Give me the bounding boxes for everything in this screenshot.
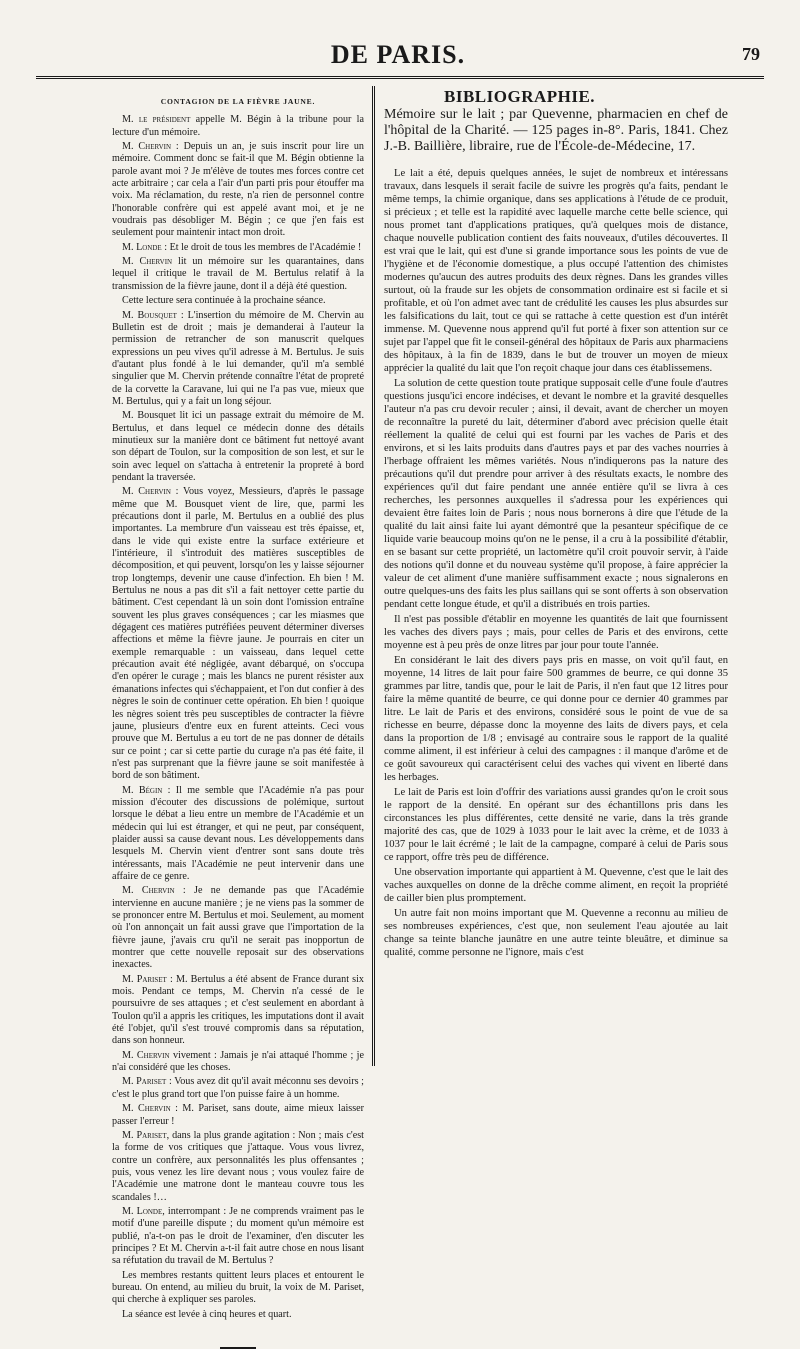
paragraph	[112, 1309, 364, 1321]
paragraph-text: : Je ne demande pas que l'Académie intervienne en aucune manière ; je ne viens pas la sommer de se prononcer entre M. Bertulus et moi. Seulement, au moment où l'on annonçait un fait aussi grave que l'importation de la fièvre jaune, j'avais cru qu'il ne serait pas inopportun de montrer que cette nouvelle reposait sur des observations inexactes.	[112, 885, 365, 971]
paragraph: Le lait a été, depuis quelques années, le sujet de nombreux et intéressans travaux, dans lesquels il serait facile de suivre les progrès qu'a faits, pendant le même temps, la chimie organique, dans ses applications à l'étude de ce produit, si précieux ; et telle est la rapidité avec laquelle marche cette belle science, qui nous promet tant d'applications pratiques, qu'à quelques mois de distance, chaque nouvelle publication contient des faits nouveaux, d'utiles découvertes. Il est vrai que le lait, qui est d'une si grande importance sous les points de vue de l'hygiène et de l'économie domestique, a plus occupé l'attention des chimistes modernes qu'aucun des autres produits des deux règnes. Dans les grandes villes surtout, où la fraude sur les objets de consommation ordinaire est si facile et si profitable, et où l'on admet avec tant de crédulité les causes les plus absurdes sur les falsifications du lait, tout ce qui se rattache à cette question est d'un intérêt immense. M. Quevenne nous apprend qu'il fut porté à fixer son attention sur ce sujet par l'appel que fit le conseil-général des hôpitaux de Paris aux pharmaciens des hôpitaux, à la fin de 1839, dans le but de trouver un moyen de mieux apprécier la qualité du lait que l'on reçoit chaque jour dans ces établissemens.	[384, 168, 728, 374]
paragraph: La solution de cette question toute pratique supposait celle d'une foule d'autres questions jusqu'ici encore indécises, et devant le nombre et la gravité desquelles l'auteur n'a pas cru devoir reculer ; ainsi, il devait, avant de chercher un moyen de reconnaître la pureté du lait, déterminer d'abord avec précision quelle était réellement la qualité de celui qui est fourni par les vaches de Paris et des environs, et si les laits produits dans d'autres pays et par des vaches nourries à l'herbage offraient les mêmes variétés. Nous n'indiquerons pas la nature des précautions qu'il dut prendre pour arriver à des résultats exacts, le nombre des expériences qu'il dut faire pendant une année entière qu'il se livra à ces recherches, les personnes auxquelles il s'adressa pour les expériences qui devaient être faites loin de Paris ; nous nous bornerons à dire que l'étude de la qualité du lait ainsi faite lui ayant démontré que la pesanteur spécifique de ce liquide varie beaucoup moins qu'on ne le pense, il a cru à la possibilité d'établir, en se basant sur cette propriété, un lactomètre qu'il croit pouvoir servir, à l'aide des notions qu'il donne et du nouveau système qu'il propose, à faire apprécier la valeur de cet aliment d'une manière suffisamment exacte ; nous signalerons en outre quelques-uns des faits les plus saillans qui se sont offerts à son observation pendant cette longue étude, et qu'il a distribués en trois parties.	[384, 378, 728, 610]
paragraph	[112, 242, 364, 254]
speaker-name: M. Pariset	[122, 1076, 167, 1088]
left-column	[112, 90, 364, 1349]
paragraph	[112, 974, 364, 1048]
speaker-name: M. Chervin	[122, 486, 171, 498]
speaker-name: M. Bousquet	[122, 309, 177, 321]
speaker-name: M. Chervin	[122, 885, 175, 897]
right-column	[384, 87, 728, 961]
paragraph-text: Les membres restants quittent leurs places et entourent le bureau. On entend, au milieu du bruit, la voix de M. Pariset, qui cherche à expliquer ses paroles.	[112, 1269, 364, 1306]
paragraph-text: appelle M. Bégin à la tribune pour la lecture d'un mémoire.	[112, 114, 364, 138]
paragraph-text: vivement : Jamais je n'ai attaqué l'homme ; je n'ai considéré que les choses.	[112, 1049, 364, 1074]
column-divider	[372, 86, 375, 1066]
paragraph-text: : M. Bertulus a été absent de France durant six mois. Pendant ce temps, M. Chervin n'a cessé de le poursuivre de ses attaques ; et c'est seulement en abordant à Toulon qu'il a appris les critiques, les imputations dont il avait été l'objet, qu'il s'est trouvé compromis dans sa réputation, dans son honneur.	[112, 973, 364, 1047]
paragraph-text: , interrompant : Je ne comprends vraiment pas le motif d'une pareille dispute ; du moment qu'un mémoire est publié, n'a-t-on pas le droit de l'examiner, d'en discuter les principes ? Et M. Chervin a-t-il fait autre chose en nous lisant sa réfutation du travail de M. Bertulus ?	[112, 1205, 364, 1267]
paragraph: En considérant le lait des divers pays pris en masse, on voit qu'il faut, en moyenne, 14 litres de lait pour faire 500 grammes de beurre, ce qui donne 35 grammes par litre, tandis que, pour le lait de Paris, il n'en faut que 12 litres pour faire la même quantité de beurre, ce qui donne pour ce dernier 40 grammes par litre. Le lait de Paris et des environs, considéré sous le point de vue de sa richesse en beurre, dépasse donc la moyenne des laits de divers pays, et cela dans la proportion de 1/8 ; envisagé au contraire sous le rapport de la qualité comme aliment, il est inférieur à celui des campagnes : il manque d'arôme et de ce goût savoureux qui caractérisent celui des vaches qui vivent en liberté dans les herbages.	[384, 655, 728, 783]
paragraph-text: : L'insertion du mémoire de M. Chervin au Bulletin est de droit ; mais je demanderai à l'auteur la permission de retrancher de son manuscrit quelques expressions un peu vives qu'il adresse à M. Bertulus. Je suis d'autant plus fondé à le lui demander, qu'il m'a semblé singulier que M. Chervin prétende connaître l'état de propreté de la corvette la Caravane, lui qui ne l'a pas vue, mieux que M. Bertulus, qui y a fait un long séjour.	[112, 309, 364, 407]
page-number: 79	[742, 44, 760, 64]
bleed-through-text	[0, 0, 800, 40]
paragraph-text: : Depuis un an, je suis inscrit pour lire un mémoire. Comment donc se fait-il que M. Bégin obtienne la parole avant moi ? Je m'élève de toutes mes forces contre cet acte arbitraire ; car cela a l'air d'un parti pris pour étouffer ma voix. Ma réclamation, du reste, n'a rien de personnel contre l'honorable confrère qui est appelé avant moi, et je ne voudrais pas désobliger M. Bégin ; ce que j'en fais est seulement pour maintenir intact mon droit.	[112, 141, 364, 239]
header-rule	[36, 76, 764, 79]
paragraph-text: lit un mémoire sur les quarantaines, dans lequel il critique le travail de M. Bertulus relatif à la transmission de la fièvre jaune, dont il a déjà été question.	[112, 256, 364, 292]
section-title: CONTAGION DE LA FIÈVRE JAUNE.	[160, 97, 316, 106]
right-paragraphs	[384, 167, 728, 959]
paragraph	[112, 256, 364, 293]
paragraph-text: La séance est levée à cinq heures et quart.	[122, 1308, 292, 1320]
paragraph	[112, 1050, 364, 1075]
paragraph-text: , dans la plus grande agitation : Non ; mais c'est la forme de vos critiques que j'attaque. Vous vous livrez, contre un confrère, aux personnalités les plus offensantes ; puis, vous venez les lire devant nous ; vous voulez faire de l'Académie une matrone dont le manteau couvre tous les scandales !…	[112, 1129, 364, 1203]
paragraph: Un autre fait non moins important que M. Quevenne a reconnu au milieu de ses nombreuses expériences, c'est que, non seulement l'eau ajoutée au lait change sa teinte blanche jaunâtre en une autre teinte bleuâtre, et diminue sa qualité, comme personne ne l'ignore, mais c'est	[384, 908, 728, 958]
paragraph	[112, 295, 364, 307]
paragraph-text: : Vous avez dit qu'il avait méconnu ses devoirs ; c'est le plus grand tort que l'on puisse faire à un homme.	[112, 1076, 364, 1100]
paragraph	[112, 1270, 364, 1307]
paragraph	[112, 114, 364, 139]
page-header	[36, 40, 760, 74]
speaker-name: M. Pariset	[122, 973, 167, 985]
speaker-name: M. Chervin	[122, 1103, 171, 1115]
paragraph-text: Cette lecture sera continuée à la prochaine séance.	[122, 295, 326, 307]
newspaper-title: DE PARIS.	[330, 40, 466, 69]
paragraph: Le lait de Paris est loin d'offrir des variations aussi grandes qu'on le croit sous le rapport de la densité. En opérant sur des échantillons pris dans les circonstances les plus différentes, cette densité ne varie, dans la très grande majorité des cas, que de 1029 à 1033 pour le lait avec la crème, et de 1033 à 1037 pour le lait écrémé ; le lait de la campagne, comparé à celui de Paris sous ce rapport, offre très peu de différence.	[384, 787, 728, 863]
paragraph	[112, 410, 364, 484]
paragraph-text: : Et le droit de tous les membres de l'Académie !	[161, 241, 362, 253]
paragraph-text: : Vous voyez, Messieurs, d'après le passage même que M. Bousquet vient de lire, que, parmi les précautions dont il parle, M. Bertulus en a oublié des plus importantes. La membrure d'un vaisseau est très épaisse, et, dans le vide qui existe entre la surface extérieure et l'intérieure, il s'introduit des matières susceptibles de décomposition, et qui peuvent, lorsqu'on les y laisse séjourner trop longtemps, devenir une cause d'infection. Eh bien ! M. Bertulus ne nous a pas dit s'il a fait nettoyer cette partie du bâtiment. C'est cependant là un soin dont l'omission entraîne souvent les plus graves conséquences ; car les miasmes que dégagent ces matières putréfiées peuvent déterminer diverses affections et même la fièvre jaune. Je pourrais en citer un exemple remarquable : un vaisseau, dans lequel cette précaution avait été négligée, avant débarqué, on s'occupa d'en opérer le curage ; mais les blancs ne purent résister aux émanations infectes qui s'échappaient, et l'on dut confier à des nègres le soin de continuer cette opération. Eh bien ! quoique les nègres soient très peu susceptibles de contracter la fièvre jaune, plusieurs d'entre eux en furent atteints. Ceci vous prouve que M. Bertulus a eu tort de ne pas donner de détails sur ce point ; car si cette partie du curage n'a pas été faite, il n'est pas surprenant que la fièvre jaune se soit manifestée à bord de son bâtiment.	[112, 486, 365, 782]
speaker-name: M. Pariset	[122, 1129, 167, 1141]
speaker-name: M. Chervin	[122, 256, 173, 268]
speaker-name: M. Londe	[122, 241, 162, 253]
paragraph	[112, 1206, 364, 1268]
book-reference: Mémoire sur le lait ; par Quevenne, pharmacien en chef de l'hôpital de la Charité. — 125 pages in-8°. Paris, 1841. Chez J.-B. Baillière, libraire, rue de l'École-de-Médecine, 17.	[384, 107, 728, 154]
section-title: BIBLIOGRAPHIE.	[444, 87, 596, 106]
speaker-name: M. Chervin	[122, 1049, 170, 1061]
paragraph	[112, 310, 364, 409]
speaker-name: M. Bégin	[122, 784, 163, 796]
paragraph	[112, 1103, 364, 1128]
paragraph	[112, 785, 364, 884]
paragraph-text: M. Bousquet lit ici un passage extrait du mémoire de M. Bertulus, et dans lequel ce médecin donne des détails minutieux sur la manière dont ce bâtiment fut nettoyé avant son départ de Toulon, sur la composition de son lest, et sur le soin avec lequel on s'attacha à entretenir la propreté à bord pendant la traversée.	[112, 410, 364, 483]
paragraph	[112, 885, 364, 971]
speaker-name: M. Londe	[122, 1205, 163, 1217]
paragraph	[112, 486, 364, 782]
paragraph-text: : M. Pariset, sans doute, aime mieux laisser passer l'erreur !	[112, 1103, 364, 1127]
left-paragraphs	[112, 114, 364, 1321]
paragraph	[112, 1076, 364, 1101]
speaker-name: M. le président	[122, 114, 191, 126]
paragraph: Une observation importante qui appartient à M. Quevenne, c'est que le lait des vaches auxquelles on donne de la drêche comme aliment, en reçoit la propriété de cailler bien plus promptement.	[384, 867, 728, 904]
speaker-name: M. Chervin	[122, 141, 172, 153]
paragraph	[112, 141, 364, 240]
paragraph	[112, 1130, 364, 1204]
paragraph-text: : Il me semble que l'Académie n'a pas pour mission d'écouter des discussions de polémique, surtout lorsque le débat a lieu entre un membre de l'Académie et un médecin qui lui est étranger, et qui ne peut, par conséquent, plaider aussi sa cause devant nous. Les développements dans lesquels M. Chervin vient d'entrer sont sans doute très intéressants, mais l'Académie ne peut intervenir dans une affaire de ce genre.	[112, 784, 364, 882]
paragraph: Il n'est pas possible d'établir en moyenne les quantités de lait que fournissent les vaches des divers pays ; mais, pour celles de Paris et des environs, cette moyenne est à peu près de onze litres par jour pour toute l'année.	[384, 614, 728, 651]
